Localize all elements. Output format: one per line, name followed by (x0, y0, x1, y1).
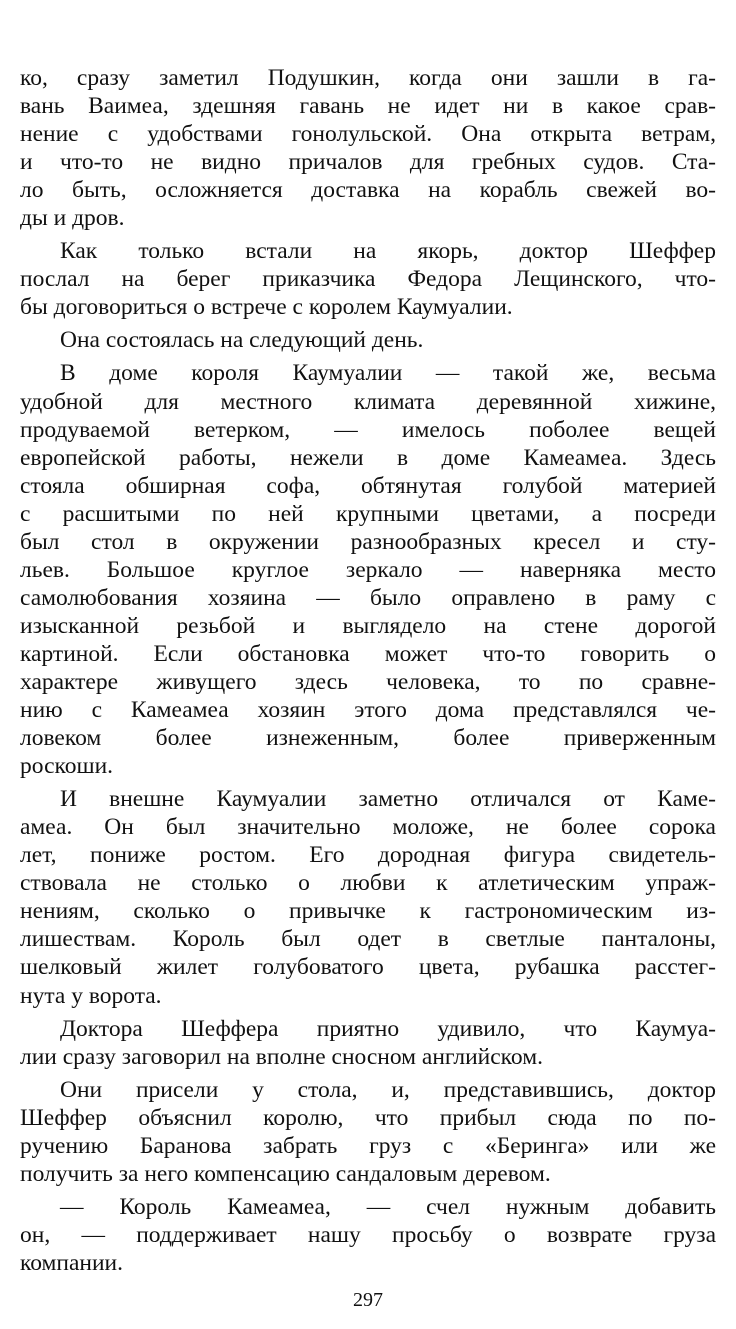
text-line: льев. Большое круглое зеркало — наверняка место (20, 556, 716, 583)
text-line: ды и дров. (20, 205, 125, 232)
text-line: европейской работы, нежели в доме Камеамеа. Здесь (20, 444, 716, 471)
text-line: — Король Камеамеа, — счел нужным добавить (60, 1193, 716, 1220)
text-line: амеа. Он был значительно моложе, не более сорока (20, 814, 716, 841)
text-line: Как только встали на якорь, доктор Шеффер (60, 238, 716, 265)
paragraph (20, 237, 716, 321)
text-line: послал на берег приказчика Федора Лещинского, что- (20, 266, 716, 293)
text-line: самолюбования хозяина — было оправлено в раму с (20, 584, 716, 611)
text-line: картиной. Если обстановка может что-то говорить о (20, 640, 716, 667)
paragraph (20, 785, 716, 1009)
text-line: получить за него компенсацию сандаловым деревом. (20, 1160, 551, 1187)
text-line: с расшитыми по ней крупными цветами, а посреди (20, 500, 716, 527)
text-line: лишествам. Король был одет в светлые панталоны, (20, 926, 716, 953)
text-line: шелковый жилет голубоватого цвета, рубашка расстег- (20, 954, 716, 981)
text-line: компании. (20, 1249, 124, 1276)
text-line: был стол в окружении разнообразных кресел и сту- (20, 528, 716, 555)
text-line: стояла обширная софа, обтянутая голубой материей (20, 472, 716, 499)
text-line: роскоши. (20, 753, 114, 780)
paragraph (20, 64, 716, 232)
text-line: бы договориться о встрече с королем Каумуалии. (20, 294, 513, 321)
text-line: ко, сразу заметил Подушкин, когда они зашли в га- (20, 65, 716, 91)
paragraph (20, 1076, 716, 1188)
paragraph (20, 1015, 716, 1071)
text-line: и что-то не видно причалов для гребных судов. Ста- (20, 149, 716, 176)
text-line: ловеком более изнеженным, более приверженным (20, 725, 716, 752)
paragraph (20, 1193, 716, 1277)
text-line: Шеффер объяснил королю, что прибыл сюда по по- (20, 1104, 716, 1131)
text-line: ствовала не столько о любви к атлетическим упраж- (20, 870, 716, 897)
text-line: лет, пониже ростом. Его дородная фигура свидетель- (20, 842, 716, 869)
text-line: характере живущего здесь человека, то по сравне- (20, 668, 716, 695)
text-line: нениям, сколько о привычке к гастрономическим из- (20, 898, 716, 925)
text-line: продуваемой ветерком, — имелось поболее вещей (20, 416, 716, 443)
text-line: ручению Баранова забрать груз с «Беринга» или же (20, 1132, 716, 1159)
text-line: Они присели у стола, и, представившись, доктор (60, 1076, 716, 1103)
text-line: лии сразу заговорил на вполне сносном английском. (20, 1043, 543, 1070)
text-line: изысканной резьбой и выглядело на стене дорогой (20, 612, 716, 639)
text-line: Доктора Шеффера приятно удивило, что Каумуа- (60, 1015, 716, 1042)
book-page-text (20, 64, 716, 1277)
text-line: нута у ворота. (20, 982, 162, 1009)
paragraph (20, 326, 716, 354)
text-line: ло быть, осложняется доставка на корабль свежей во- (20, 177, 716, 204)
text-line: нение с удобствами гонолульской. Она открыта ветрам, (20, 121, 716, 148)
text-line: Она состоялась на следующий день. (60, 327, 424, 354)
text-line: вань Ваимеа, здешняя гавань не идет ни в какое срав- (20, 93, 716, 120)
paragraph (20, 359, 716, 780)
text-line: удобной для местного климата деревянной хижине, (20, 388, 716, 415)
page-number: 297 (353, 1289, 383, 1311)
text-line: он, — поддерживает нашу просьбу о возврате груза (20, 1221, 716, 1248)
text-line: нию с Камеамеа хозяин этого дома представлялся че- (20, 697, 716, 724)
text-line: И внешне Каумуалии заметно отличался от Каме- (60, 786, 716, 813)
text-line: В доме короля Каумуалии — такой же, весьма (60, 360, 716, 387)
